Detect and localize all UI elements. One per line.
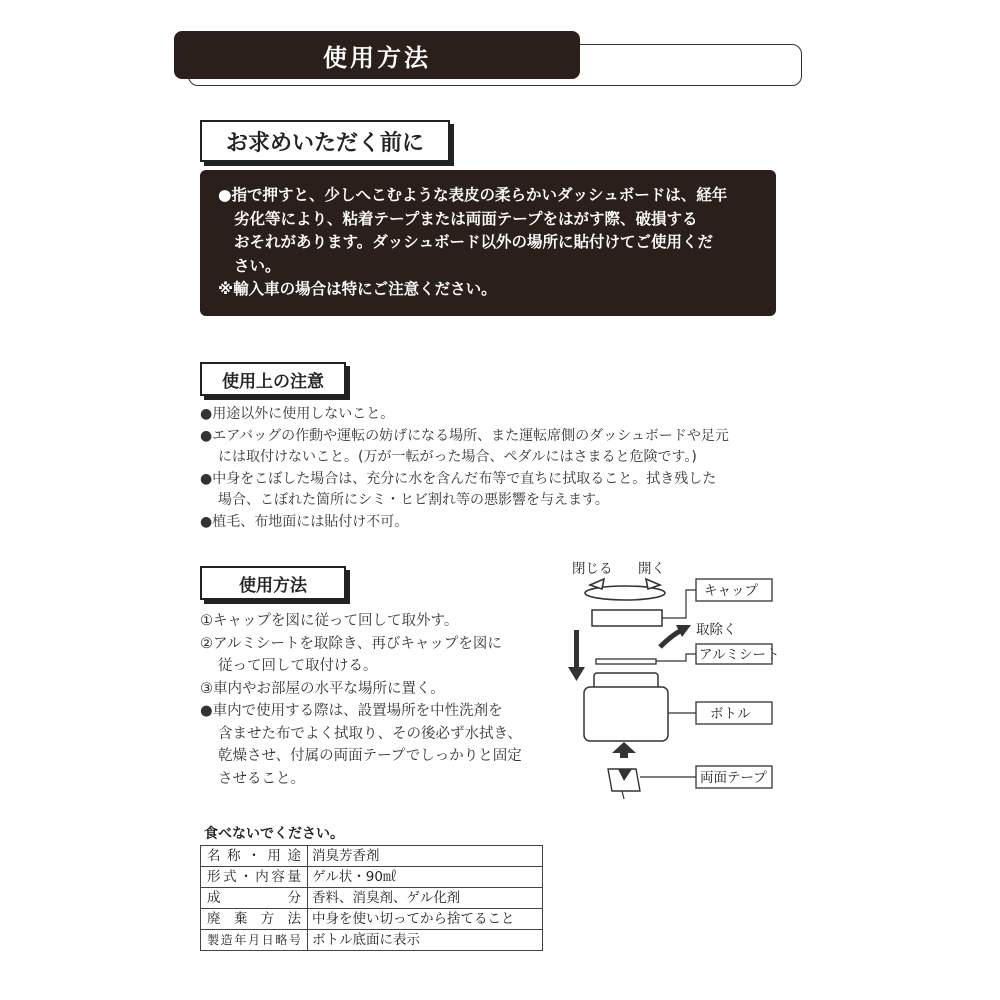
- alu-leader: [656, 654, 696, 661]
- warning-box: [200, 170, 776, 316]
- down-arrow-icon: [568, 630, 585, 681]
- usage-step-cont: 乾燥させ、付属の両面テープでしっかりと固定: [218, 748, 522, 764]
- spec-value: 香料、消臭剤、ゲル化剤: [308, 888, 543, 909]
- remove-label: 取除く: [696, 622, 737, 638]
- precaution-item: ●中身をこぼした場合は、充分に水を含んだ布等で直ちに拭取ること。拭き残した: [200, 470, 717, 487]
- spec-key: 名称・用途: [201, 846, 308, 867]
- alu-label: アルミシート: [699, 647, 780, 663]
- tape-icon: [608, 769, 640, 799]
- bottle-label: ボトル: [710, 706, 751, 722]
- warning-line: さい。: [234, 256, 281, 275]
- page-title: 使用方法: [174, 31, 580, 79]
- table-row: [201, 888, 543, 909]
- tape-label: 両面テープ: [700, 770, 767, 786]
- usage-step: ③車内やお部屋の水平な場所に置く。: [200, 680, 445, 697]
- usage-steps: [200, 610, 560, 790]
- precaution-item: ●植毛、布地面には貼付け不可。: [200, 513, 409, 530]
- warning-line: 劣化等により、粘着テープまたは両面テープをはがす際、破損する: [234, 209, 698, 228]
- alu-sheet-shape: [596, 659, 656, 664]
- spec-value: 中身を使い切ってから捨てること: [308, 909, 543, 930]
- spec-key: 製造年月日略号: [201, 930, 308, 951]
- rotate-arrows-icon: [585, 579, 665, 600]
- spec-table: [200, 845, 543, 951]
- spec-caption: 食べないでください。: [204, 826, 344, 842]
- usage-heading: 使用方法: [200, 566, 346, 600]
- usage-step-cont: 従って回して取付ける。: [218, 658, 378, 674]
- usage-diagram: [560, 555, 790, 805]
- table-row: [201, 867, 543, 888]
- open-label: 開く: [638, 561, 665, 577]
- warning-note: ※輸入車の場合は特にご注意ください。: [218, 280, 497, 298]
- usage-step-cont: させること。: [218, 770, 305, 787]
- up-arrow-icon: [612, 742, 636, 758]
- cap-leader: [662, 590, 696, 618]
- cap-shape: [592, 610, 662, 626]
- table-row: [201, 930, 543, 951]
- precautions-heading: 使用上の注意: [200, 362, 346, 396]
- table-row: [201, 846, 543, 867]
- precautions-list: [200, 404, 790, 534]
- usage-step: ●車内で使用する際は、設置場所を中性洗剤を: [200, 703, 503, 719]
- spec-key: 成分: [201, 888, 308, 909]
- usage-step: ②アルミシートを取除き、再びキャップを図に: [200, 635, 502, 652]
- cap-label: キャップ: [704, 583, 758, 599]
- spec-value: 消臭芳香剤: [308, 846, 543, 867]
- usage-step: ①キャップを図に従って回して取外す。: [200, 613, 459, 629]
- usage-step-cont: 含ませた布でよく拭取り、その後必ず水拭き、: [218, 725, 522, 742]
- remove-arrow-icon: [660, 625, 691, 647]
- precaution-item: ●用途以外に使用しないこと。: [200, 406, 395, 422]
- precaution-item-cont: 場合、こぼれた箇所にシミ・ヒビ割れ等の悪影響を与えます。: [218, 492, 609, 509]
- spec-value: ゲル状・90㎖: [308, 867, 543, 888]
- close-label: 閉じる: [572, 561, 613, 577]
- before-use-heading: お求めいただく前に: [200, 120, 450, 162]
- precaution-item-cont: には取付けないこと。(万が一転がった場合、ペダルにはさまると危険です。): [218, 449, 697, 466]
- table-row: [201, 909, 543, 930]
- warning-line: ●指で押すと、少しへこむような表皮の柔らかいダッシュボードは、経年: [218, 186, 728, 204]
- warning-line: おそれがあります。ダッシュボード以外の場所に貼付けてご使用くだ: [234, 233, 713, 251]
- precaution-item: ●エアバッグの作動や運転の妨げになる場所、また運転席側のダッシュボードや足元: [200, 427, 729, 444]
- spec-key: 廃棄方法: [201, 909, 308, 930]
- spec-key: 形式・内容量: [201, 867, 308, 888]
- bottle-shape: [584, 673, 668, 741]
- spec-value: ボトル底面に表示: [308, 930, 543, 951]
